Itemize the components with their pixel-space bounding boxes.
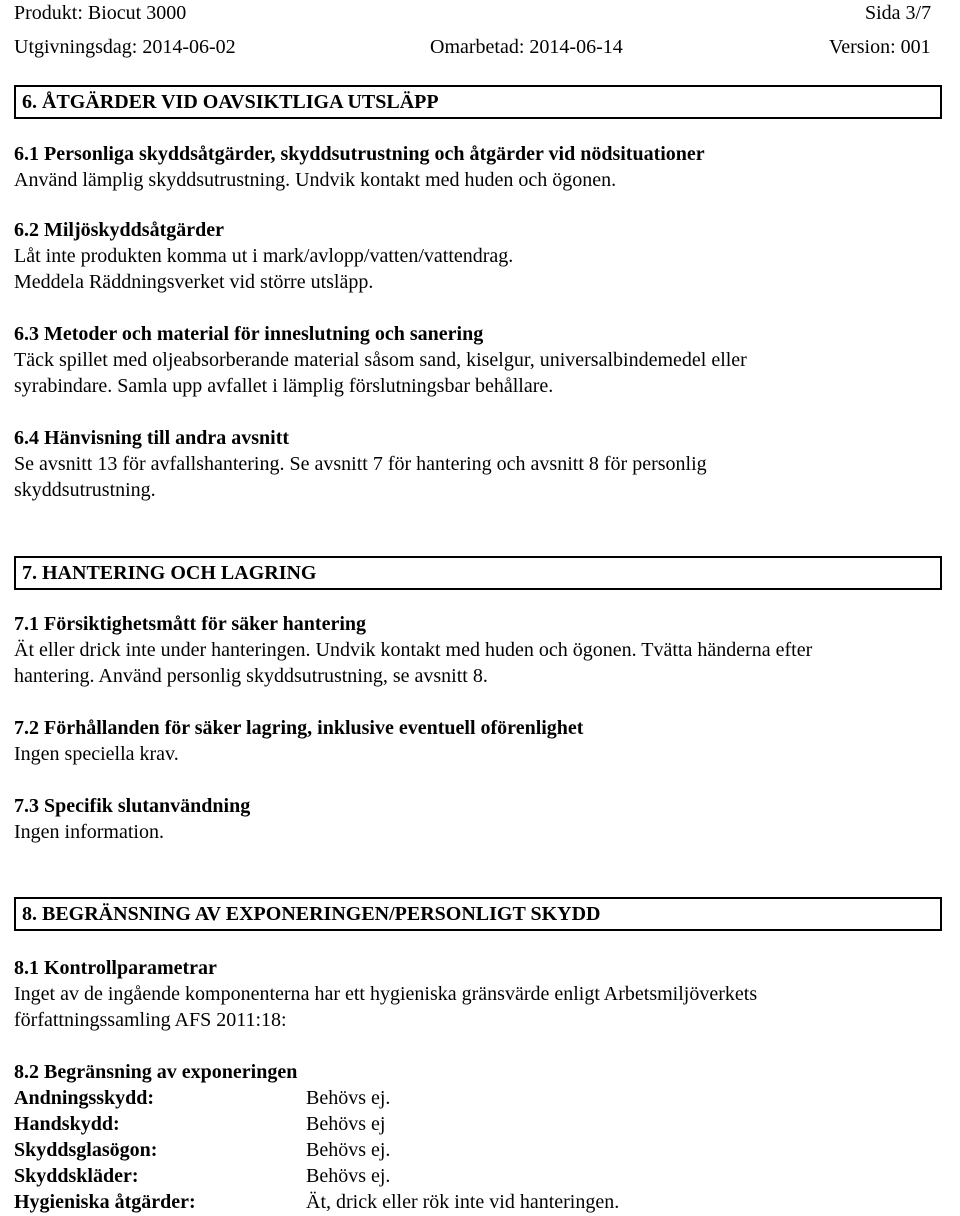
- exposure-value: Behövs ej.: [306, 1087, 391, 1109]
- section-6-3-text-line: Täck spillet med oljeabsorberande material såsom sand, kiselgur, universalbindemedel eller: [14, 349, 747, 371]
- section-7-title-box: [14, 556, 942, 590]
- section-7-title: 7. HANTERING OCH LAGRING: [22, 562, 317, 584]
- section-7-3-heading: 7.3 Specifik slutanvändning: [14, 795, 251, 817]
- section-8-title-box: [14, 897, 942, 931]
- section-7-2-heading: 7.2 Förhållanden för säker lagring, inklusive eventuell oförenlighet: [14, 717, 584, 739]
- section-6-4-heading: 6.4 Hänvisning till andra avsnitt: [14, 427, 290, 449]
- exposure-label: Skyddskläder:: [14, 1165, 139, 1187]
- section-7-2-text: Ingen speciella krav.: [14, 743, 179, 765]
- section-6-2-text-line: Meddela Räddningsverket vid större utsläpp.: [14, 271, 374, 293]
- exposure-value: Behövs ej: [306, 1113, 386, 1135]
- header-product: Produkt: Biocut 3000: [14, 2, 187, 24]
- exposure-label: Andningsskydd:: [14, 1087, 155, 1109]
- header-issued-date: Utgivningsdag: 2014-06-02: [14, 36, 236, 58]
- section-6-4-text-line: skyddsutrustning.: [14, 479, 156, 501]
- section-8-2-heading: 8.2 Begränsning av exponeringen: [14, 1061, 298, 1083]
- section-7-1-heading: 7.1 Försiktighetsmått för säker hantering: [14, 613, 367, 635]
- section-6-3-heading: 6.3 Metoder och material för inneslutning och sanering: [14, 323, 484, 345]
- section-6-2-text-line: Låt inte produkten komma ut i mark/avlopp/vatten/vattendrag.: [14, 245, 514, 267]
- exposure-label: Hygieniska åtgärder:: [14, 1191, 196, 1213]
- exposure-label: Handskydd:: [14, 1113, 120, 1135]
- section-6-2-heading: 6.2 Miljöskyddsåtgärder: [14, 219, 224, 241]
- exposure-value: Ät, drick eller rök inte vid hanteringen.: [306, 1191, 620, 1213]
- section-6-1-text: Använd lämplig skyddsutrustning. Undvik kontakt med huden och ögonen.: [14, 169, 617, 191]
- header-page-number: Sida 3/7: [865, 2, 932, 24]
- section-7-1-text-line: hantering. Använd personlig skyddsutrustning, se avsnitt 8.: [14, 665, 488, 687]
- section-8-1-heading: 8.1 Kontrollparametrar: [14, 957, 217, 979]
- header-revised-date: Omarbetad: 2014-06-14: [430, 36, 623, 58]
- section-8-1-text-line: författningssamling AFS 2011:18:: [14, 1009, 287, 1031]
- exposure-value: Behövs ej.: [306, 1165, 391, 1187]
- section-6-title-box: [14, 85, 942, 119]
- section-6-title: 6. ÅTGÄRDER VID OAVSIKTLIGA UTSLÄPP: [22, 91, 439, 113]
- section-6-4-text-line: Se avsnitt 13 för avfallshantering. Se avsnitt 7 för hantering och avsnitt 8 för personlig: [14, 453, 707, 475]
- section-6-1-heading: 6.1 Personliga skyddsåtgärder, skyddsutrustning och åtgärder vid nödsituationer: [14, 143, 705, 165]
- header-version: Version: 001: [829, 36, 931, 58]
- section-8-1-text-line: Inget av de ingående komponenterna har ett hygieniska gränsvärde enligt Arbetsmiljöverkets: [14, 983, 758, 1005]
- section-8-title: 8. BEGRÄNSNING AV EXPONERINGEN/PERSONLIGT SKYDD: [22, 903, 601, 925]
- exposure-label: Skyddsglasögon:: [14, 1139, 158, 1161]
- exposure-value: Behövs ej.: [306, 1139, 391, 1161]
- section-7-3-text: Ingen information.: [14, 821, 164, 843]
- section-7-1-text-line: Ät eller drick inte under hanteringen. Undvik kontakt med huden och ögonen. Tvätta händerna efter: [14, 639, 813, 661]
- section-6-3-text-line: syrabindare. Samla upp avfallet i lämplig förslutningsbar behållare.: [14, 375, 554, 397]
